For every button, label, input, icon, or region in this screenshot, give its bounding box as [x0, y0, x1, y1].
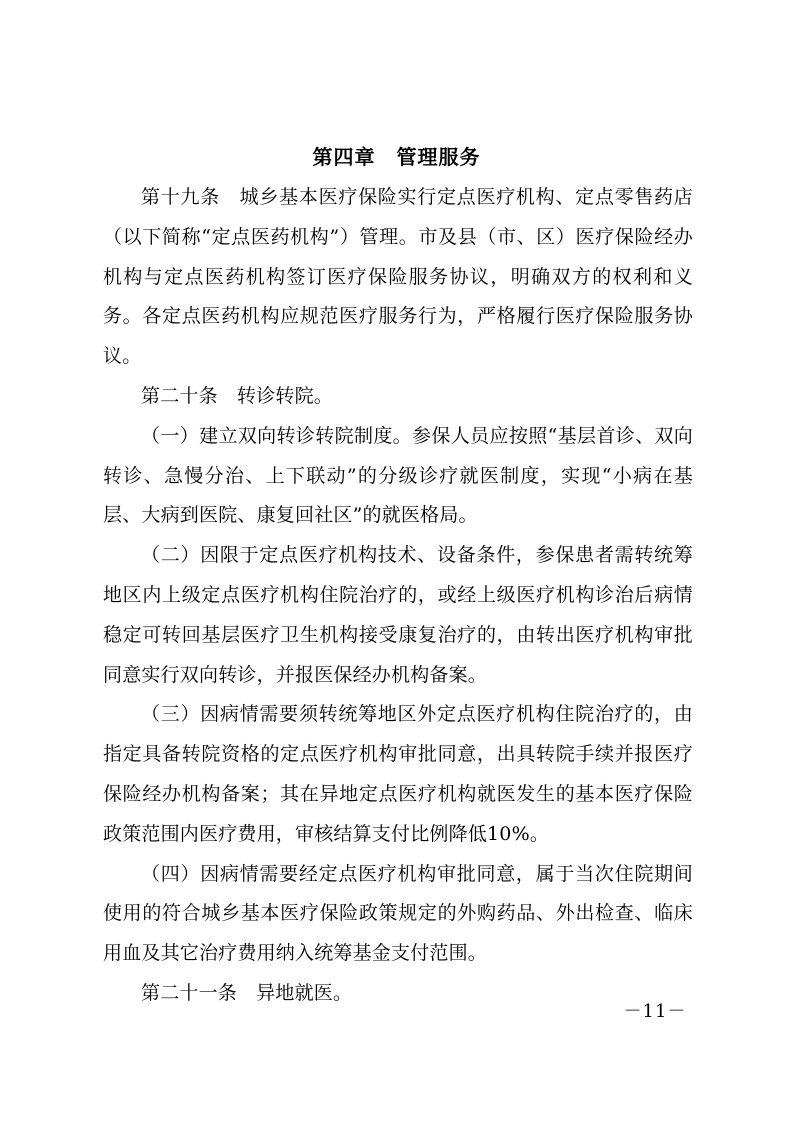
article-20-item-1: （一）建立双向转诊转院制度。参保人员应按照“基层首诊、双向转诊、急慢分治、上下联动”的分级诊疗就医制度，实现“小病在基层、大病到医院、康复回社区”的就医格局。	[103, 424, 693, 527]
article-19-paragraph: 第十九条 城乡基本医疗保险实行定点医疗机构、定点零售药店（以下简称“定点医药机构”）管理。市及县（市、区）医疗保险经办机构与定点医药机构签订医疗保险服务协议，明确双方的权利和义务。各定点医药机构应规范医疗服务行为，严格履行医疗保险服务协议。	[103, 186, 693, 368]
article-20-item-4: （四）因病情需要经定点医疗机构审批同意，属于当次住院期间使用的符合城乡基本医疗保险政策规定的外购药品、外出检查、临床用血及其它治疗费用纳入统筹基金支付范围。	[103, 862, 693, 965]
page-number: －11－	[623, 1001, 687, 1022]
article-20-heading: 第二十条 转诊转院。	[141, 384, 334, 407]
body-text	[103, 178, 693, 1014]
chapter-title: 第四章 管理服务	[312, 145, 481, 169]
article-20-item-3: （三）因病情需要须转统筹地区外定点医疗机构住院治疗的，由指定具备转院资格的定点医疗机构审批同意，出具转院手续并报医疗保险经办机构备案；其在异地定点医疗机构就医发生的基本医疗保险政策范围内医疗费用，审核结算支付比例降低10%。	[103, 703, 693, 845]
article-21-heading: 第二十一条 异地就医。	[141, 981, 353, 1004]
article-20-item-2: （二）因限于定点医疗机构技术、设备条件，参保患者需转统筹地区内上级定点医疗机构住院治疗的，或经上级医疗机构诊治后病情稳定可转回基层医疗卫生机构接受康复治疗的，由转出医疗机构审批同意实行双向转诊，并报医保经办机构备案。	[103, 544, 693, 686]
